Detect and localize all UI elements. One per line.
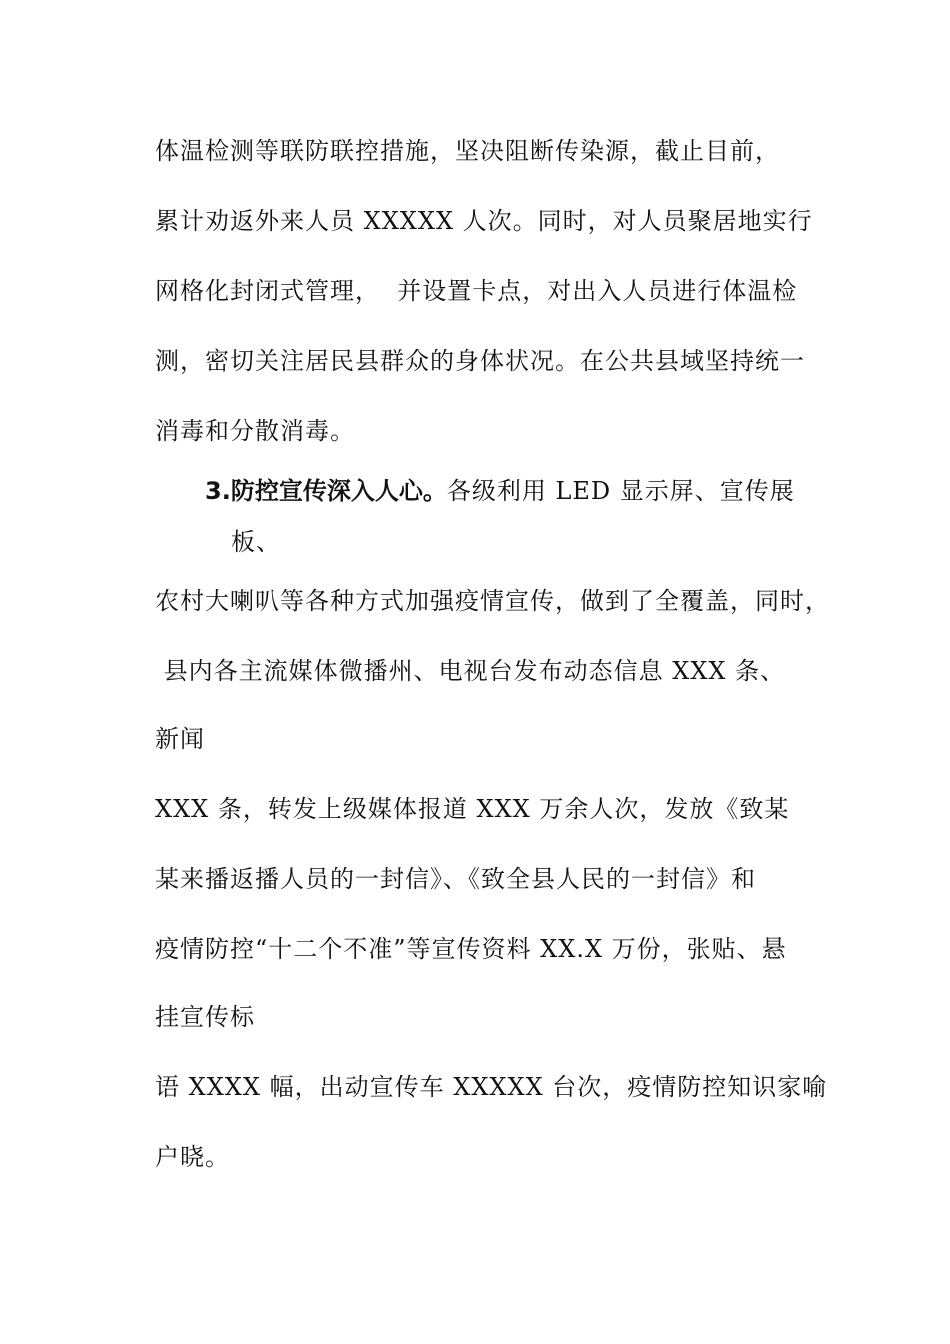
paragraph-line: 某来播返播人员的一封信》、《致全县人民的一封信》和 bbox=[155, 865, 756, 893]
paragraph-line: 农村大喇叭等各种方式加强疫情宣传，做到了全覆盖，同时， bbox=[155, 587, 830, 615]
paragraph-line: 疫情防控“十二个不准”等宣传资料 XX.X 万份，张贴、悬 bbox=[155, 935, 787, 963]
paragraph-line: 新闻 bbox=[155, 725, 205, 753]
paragraph-line: 户晓。 bbox=[155, 1143, 230, 1171]
paragraph-line: 累计劝返外来人员 XXXXX 人次。同时，对人员聚居地实行 bbox=[155, 207, 813, 235]
paragraph-line: 体温检测等联防联控措施，坚决阻断传染源，截止目前， bbox=[155, 137, 780, 165]
section-3-first-line-text: 各级利用 LED 显示屏、宣传展 bbox=[446, 477, 795, 505]
section-3-first-line bbox=[205, 476, 795, 506]
paragraph-line: 语 XXXX 幅，出动宣传车 XXXXX 台次，疫情防控知识家喻 bbox=[155, 1073, 828, 1101]
paragraph-line: 网格化封闭式管理， 并设置卡点，对出入人员进行体温检 bbox=[155, 277, 798, 305]
paragraph-line: 消毒和分散消毒。 bbox=[155, 417, 355, 445]
paragraph-line: 县内各主流媒体微播州、电视台发布动态信息 XXX 条、 bbox=[155, 657, 786, 685]
paragraph-line: XXX 条，转发上级媒体报道 XXX 万余人次，发放《致某 bbox=[155, 795, 790, 823]
section-3-wrap-line: 板、 bbox=[231, 528, 281, 556]
paragraph-line: 挂宣传标 bbox=[155, 1003, 255, 1031]
section-3-heading: 3.防控宣传深入人心。 bbox=[205, 477, 447, 505]
paragraph-line: 测，密切关注居民县群众的身体状况。在公共县域坚持统一 bbox=[155, 347, 805, 375]
